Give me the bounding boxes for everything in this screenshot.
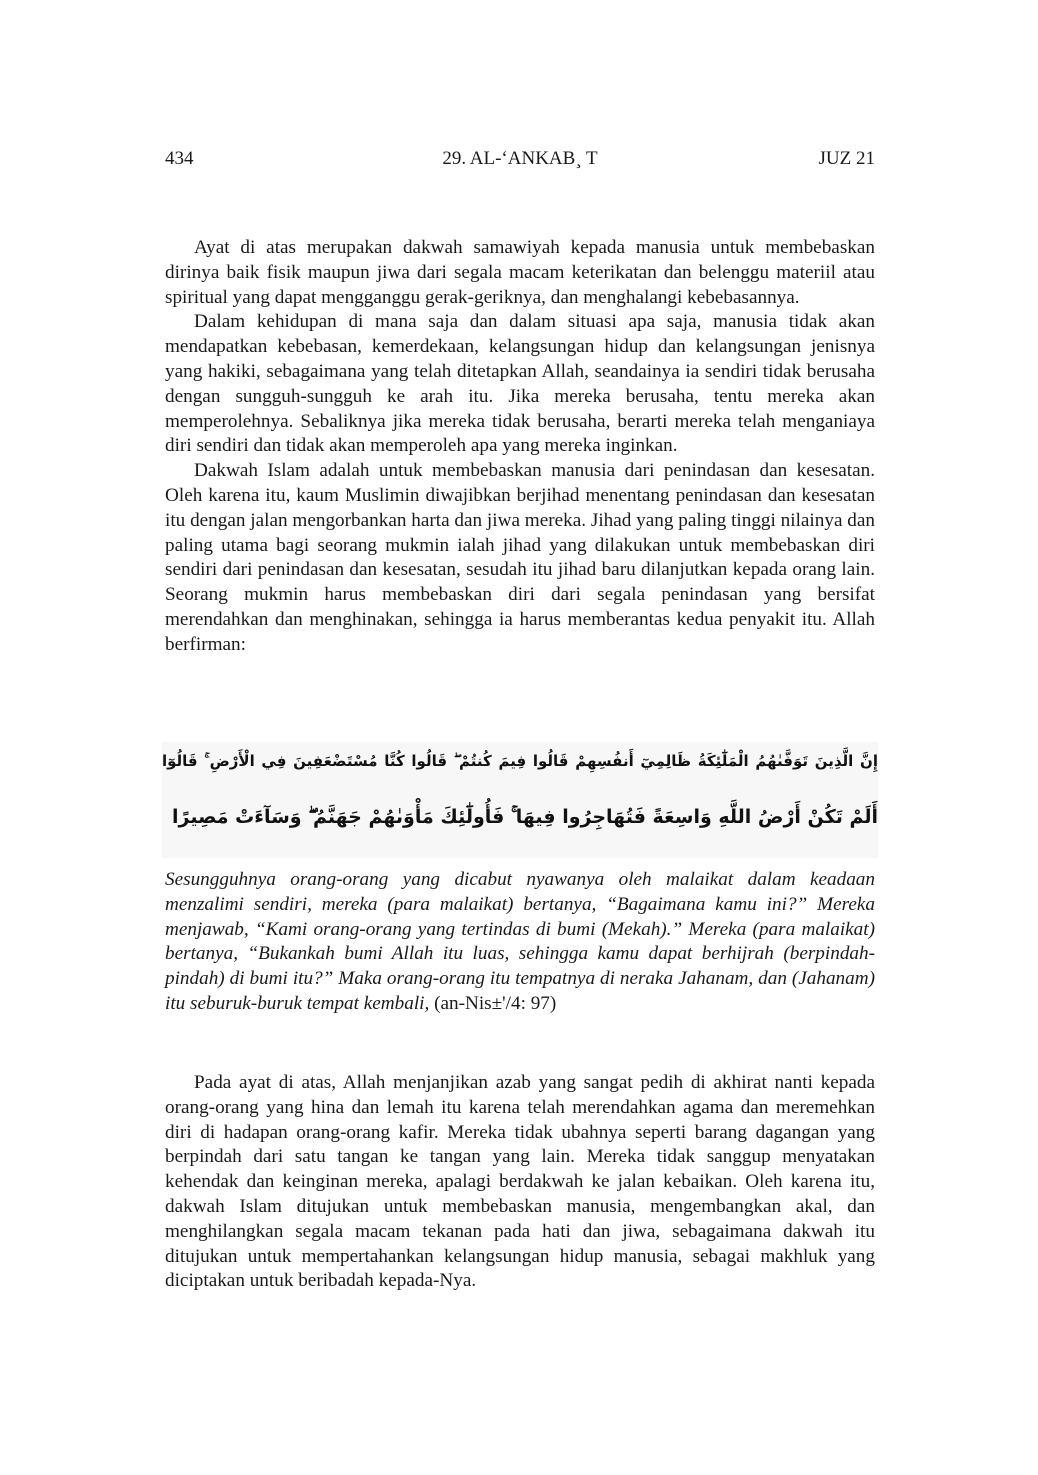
body-text-bottom: [165, 1071, 875, 1294]
verse-reference: (an-Nis±'/4: 97): [434, 992, 557, 1014]
verse-translation: [165, 868, 875, 1017]
quran-verse-arabic: [162, 742, 878, 858]
juz-label: JUZ 21: [818, 148, 875, 169]
arabic-line-1: إِنَّ الَّذِينَ تَوَفَّىٰهُمُ الْمَلَٰٓئِكَةُ ظَالِمِيٓ أَنفُسِهِمْ قَالُوا فِيمَ كُنتُمْ ۖ قَالُوا كُنَّا مُسْتَضْعَفِينَ فِي الْأَرْضِ ۚ قَالُوٓا: [162, 752, 878, 770]
translation-text: Sesungguhnya orang-orang yang dicabut nyawanya oleh malaikat dalam keadaan menzalimi sendiri, mereka (para malaikat) bertanya, “Bagaimana kamu ini?” Mereka menjawab, “Kami orang-orang yang tertindas di bumi (Mekah).” Mereka (para malaikat) bertanya, “Bukankah bumi Allah itu luas, sehingga kamu dapat berhijrah (berpindah-pindah) di bumi itu?” Maka orang-orang itu tempatnya di neraka Jahanam, dan (Jahanam) itu seburuk-buruk tempat kembali,: [165, 869, 875, 1014]
page-number: 434: [165, 148, 194, 169]
arabic-line-2: أَلَمْ تَكُنْ أَرْضُ اللَّهِ وَاسِعَةً فَتُهَاجِرُوا فِيهَا ۚ فَأُولَٰٓئِكَ مَأْوَىٰهُمْ جَهَنَّمُ ۖ وَسَآءَتْ مَصِيرًا: [171, 806, 878, 828]
paragraph: Dakwah Islam adalah untuk membebaskan manusia dari penindasan dan kesesatan. Oleh karena itu, kaum Muslimin diwajibkan berjihad menentang penindasan dan kesesatan itu dengan jalan mengorbankan harta dan jiwa mereka. Jihad yang paling tinggi nilainya dan paling utama bagi seorang mukmin ialah jihad yang dilakukan untuk membebaskan diri sendiri dari penindasan dan kesesatan, sesudah itu jihad baru dilanjutkan kepada orang lain. Seorang mukmin harus membebaskan diri dari segala penindasan yang bersifat merendahkan dan menghinakan, sehingga ia harus memberantas kedua penyakit itu. Allah berfirman:: [165, 460, 875, 655]
surah-title: 29. AL-‘ANKAB¸ T: [442, 148, 598, 169]
page-header: [165, 148, 875, 174]
body-text-top: [165, 236, 875, 658]
paragraph: Dalam kehidupan di mana saja dan dalam situasi apa saja, manusia tidak akan mendapatkan kebebasan, kemerdekaan, kelangsungan hidup dan kelangsungan jenisnya yang hakiki, sebagaimana yang telah ditetapkan Allah, seandainya ia sendiri tidak berusaha dengan sungguh-sungguh ke arah itu. Jika mereka berusaha, tentu mereka akan memperolehnya. Sebaliknya jika mereka tidak berusaha, berarti mereka telah menganiaya diri sendiri dan tidak akan memperoleh apa yang mereka inginkan.: [165, 311, 875, 457]
paragraph: Pada ayat di atas, Allah menjanjikan azab yang sangat pedih di akhirat nanti kepada orang-orang yang hina dan lemah itu karena telah merendahkan agama dan meremehkan diri di hadapan orang-orang kafir. Mereka tidak ubahnya seperti barang dagangan yang berpindah dari satu tangan ke tangan yang lain. Mereka tidak sanggup menyatakan kehendak dan keinginan mereka, apalagi berdakwah ke jalan kebaikan. Oleh karena itu, dakwah Islam ditujukan untuk membebaskan manusia, mengembangkan akal, dan menghilangkan segala macam tekanan pada hati dan jiwa, sebagaimana dakwah itu ditujukan untuk mempertahankan kelangsungan hidup manusia, sebagai makhluk yang diciptakan untuk beribadah kepada-Nya.: [165, 1072, 875, 1292]
paragraph: Ayat di atas merupakan dakwah samawiyah kepada manusia untuk membebaskan dirinya baik fisik maupun jiwa dari segala macam keterikatan dan belenggu materiil atau spiritual yang dapat mengganggu gerak-geriknya, dan menghalangi kebebasannya.: [165, 237, 875, 308]
